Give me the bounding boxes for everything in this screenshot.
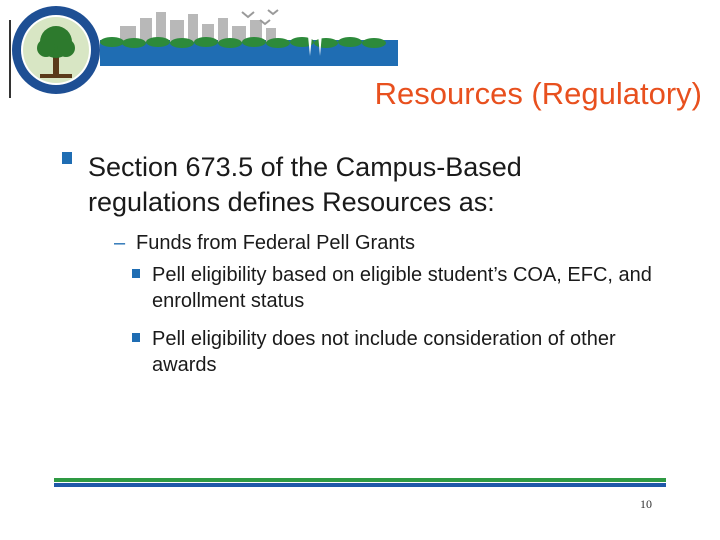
department-of-education-seal-icon (10, 4, 102, 96)
sub-sub-bullet-other-awards (132, 326, 662, 378)
bullet-section-673 (62, 150, 622, 220)
bullet-text: Section 673.5 of the Campus-Based regulations defines Resources as: (88, 152, 522, 217)
page-number: 10 (640, 497, 652, 511)
sub-bullet-text: Funds from Federal Pell Grants (136, 232, 415, 254)
slide-title: Resources (Regulatory) (374, 76, 702, 111)
footer-rule-blue (54, 483, 666, 487)
dash-bullet: – (114, 232, 126, 254)
square-bullet-icon (132, 333, 140, 342)
sub-sub-bullet-coa-efc (132, 262, 662, 314)
square-bullet-icon (62, 152, 72, 164)
sub-sub-bullet-text: Pell eligibility based on eligible student’s COA, EFC, and enrollment status (152, 264, 652, 312)
sub-sub-bullet-text: Pell eligibility does not include consideration of other awards (152, 328, 616, 376)
sub-bullet-pell-grants (114, 230, 415, 256)
footer-rule-green (54, 478, 666, 482)
square-bullet-icon (132, 269, 140, 278)
city-skyline-logo-icon (100, 6, 398, 66)
